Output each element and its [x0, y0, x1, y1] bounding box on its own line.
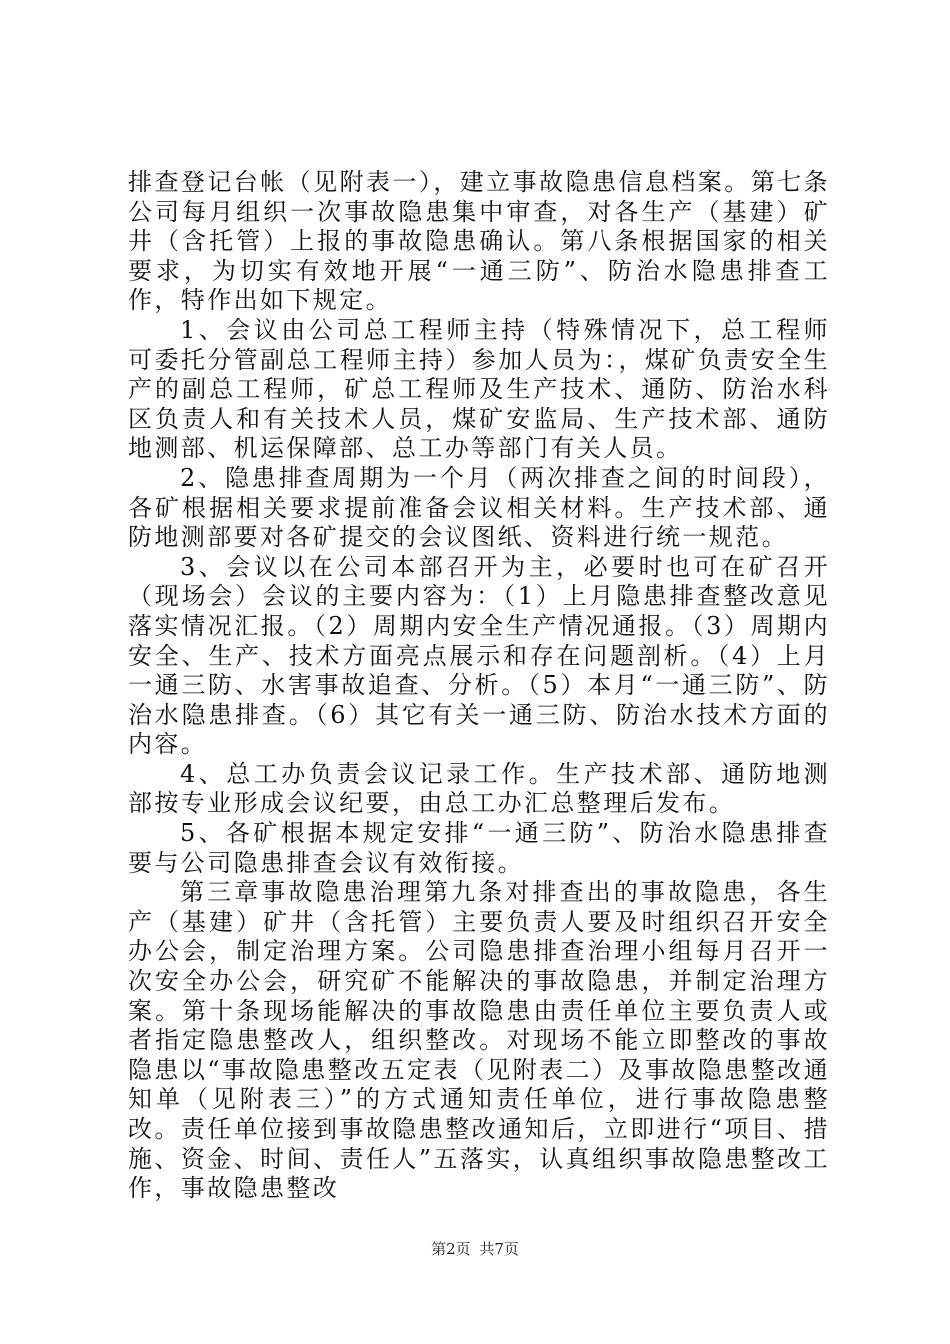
- page-total: 共7页: [479, 1240, 519, 1258]
- paragraph-continuation: 排查登记台帐（见附表一），建立事故隐患信息档案。第七条公司每月组织一次事故隐患集中审查，对各生产（基建）矿井（含托管）上报的事故隐患确认。第八条根据国家的相关要求，为切实有效地开展“一通三防”、防治水隐患排查工作，特作出如下规定。: [128, 168, 830, 315]
- paragraph-item-3: 3、会议以在公司本部召开为主，必要时也可在矿召开（现场会）会议的主要内容为：（1）上月隐患排查整改意见落实情况汇报。（2）周期内安全生产情况通报。（3）周期内安全、生产、技术方面亮点展示和存在问题剖析。（4）上月一通三防、水害事故追查、分析。（5）本月“一通三防”、防治水隐患排查。（6）其它有关一通三防、防治水技术方面的内容。: [128, 552, 830, 759]
- paragraph-item-1: 1、会议由公司总工程师主持（特殊情况下，总工程师可委托分管副总工程师主持）参加人员为：，煤矿负责安全生产的副总工程师，矿总工程师及生产技术、通防、防治水科区负责人和有关技术人员，煤矿安监局、生产技术部、通防地测部、机运保障部、总工办等部门有关人员。: [128, 315, 830, 463]
- document-body: [128, 168, 830, 1204]
- paragraph-item-2: 2、隐患排查周期为一个月（两次排查之间的时间段），各矿根据相关要求提前准备会议相关材料。生产技术部、通防地测部要对各矿提交的会议图纸、资料进行统一规范。: [128, 463, 830, 552]
- paragraph-item-5: 5、各矿根据本规定安排“一通三防”、防治水隐患排查要与公司隐患排查会议有效衔接。: [128, 819, 830, 877]
- paragraph-chapter-3: 第三章事故隐患治理第九条对排查出的事故隐患，各生产（基建）矿井（含托管）主要负责人要及时组织召开安全办公会，制定治理方案。公司隐患排查治理小组每月召开一次安全办公会，研究矿不能解决的事故隐患，并制定治理方案。第十条现场能解决的事故隐患由责任单位主要负责人或者指定隐患整改人，组织整改。对现场不能立即整改的事故隐患以“事故隐患整改五定表（见附表二）及事故隐患整改通知单（见附表三）”的方式通知责任单位，进行事故隐患整改。责任单位接到事故隐患整改通知后，立即进行“项目、措施、资金、时间、责任人”五落实，认真组织事故隐患整改工作，事故隐患整改: [128, 878, 830, 1203]
- paragraph-item-4: 4、总工办负责会议记录工作。生产技术部、通防地测部按专业形成会议纪要，由总工办汇总整理后发布。: [128, 759, 830, 818]
- page-footer: [0, 1238, 950, 1259]
- page-number: 第2页: [431, 1240, 471, 1258]
